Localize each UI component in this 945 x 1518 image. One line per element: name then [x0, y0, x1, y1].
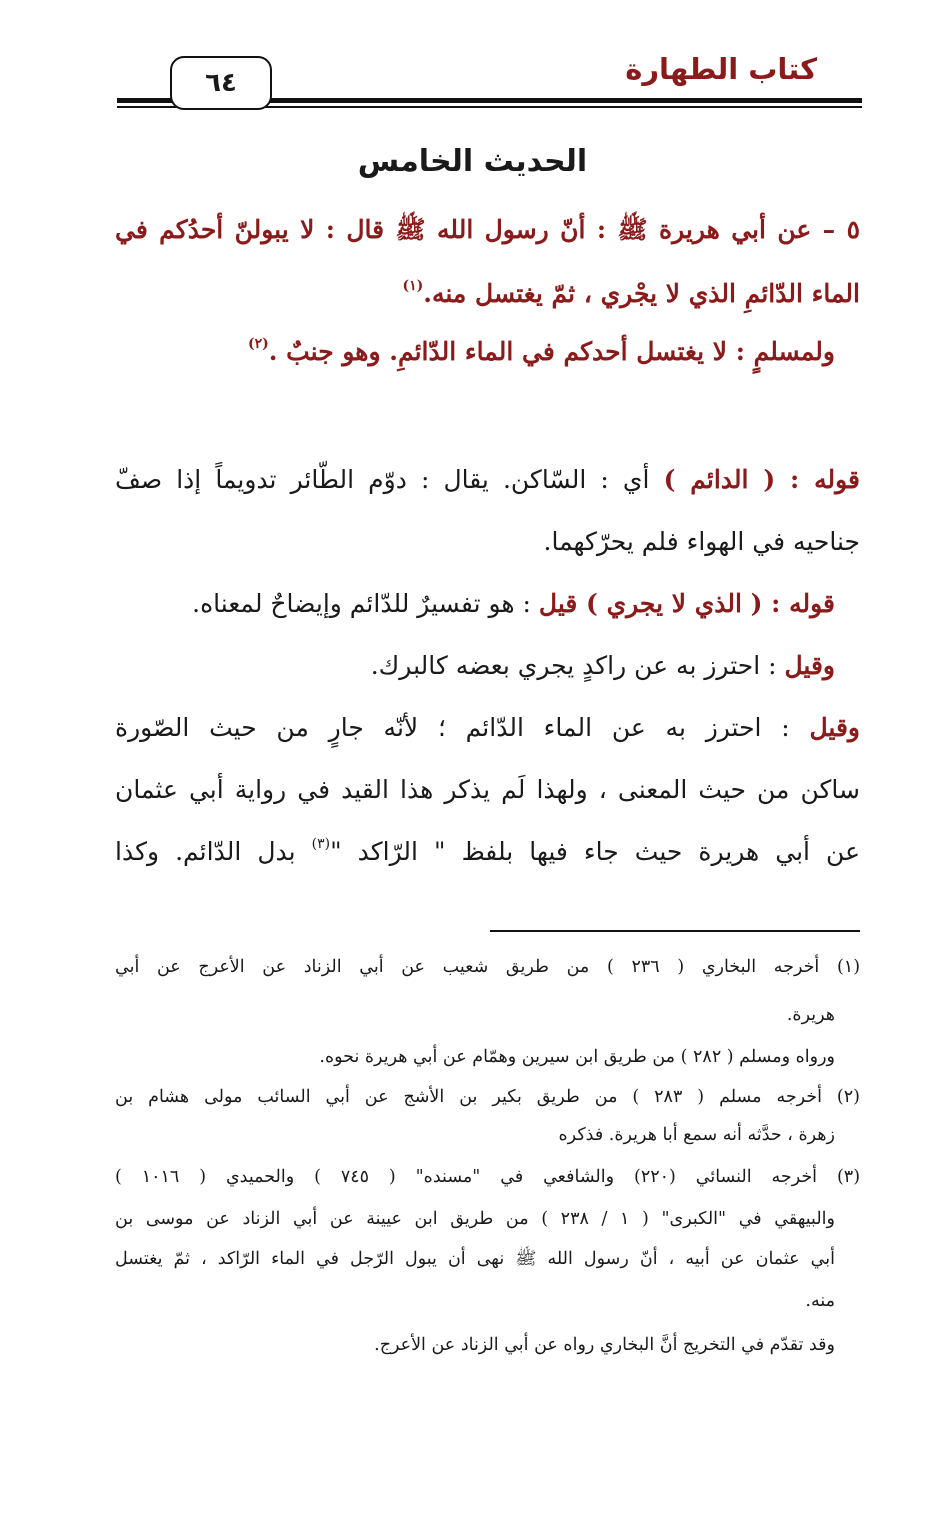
footnote-3-line-5: وقد تقدّم في التخريج أنَّ البخاري رواه عن أبي الزناد عن الأعرج. [374, 1335, 835, 1355]
hadith-line-2 [403, 274, 861, 318]
hadith-title: الحديث الخامس [357, 144, 588, 179]
footnote-3-line-4: منه. [805, 1291, 835, 1311]
footnote-3-line-3: أبي عثمان عن أبيه ، أنّ رسول الله ﷺ نهى أن يبول الرّجل في الماء الرّاكد ، ثمّ يغتسل [115, 1249, 835, 1269]
footnote-ref-1[interactable]: (١) [402, 278, 424, 294]
footnote-2-line-2: زهرة ، حدَّثه أنه سمع أبا هريرة. فذكره [558, 1125, 835, 1145]
page-number: ٦٤ [170, 56, 272, 110]
hadith-line-1: ٥ – عن أبي هريرة ﷺ : أنّ رسول الله ﷺ قال : لا يبولنّ أحدُكم في [115, 215, 860, 244]
footnote-ref-3[interactable]: (٣) [311, 836, 331, 852]
hadith-line-2-text: الماء الدّائمِ الذي لا يجْري ، ثمّ يغتسل منه. [423, 279, 860, 308]
commentary-line-7 [115, 832, 860, 876]
commentary-line-4 [371, 646, 835, 686]
commentary-line-3 [192, 584, 835, 624]
commentary-text-1: أي : السّاكن. يقال : دوّم الطّائر تدويماً إذا صفّ [115, 465, 664, 494]
commentary-lead-2: قوله : ( الذي لا يجري ) قيل [538, 589, 835, 618]
footnote-3-line-2: والبيهقي في "الكبرى" ( ١ / ٢٣٨ ) من طريق ابن عيينة عن أبي الزناد عن موسى بن [115, 1209, 835, 1229]
commentary-lead-3: وقيل [784, 651, 835, 680]
footnote-separator [490, 930, 860, 932]
footnote-1-line-2: هريرة. [786, 1005, 835, 1025]
footnote-1-line-1: (١) أخرجه البخاري ( ٢٣٦ ) من طريق شعيب عن أبي الزناد عن الأعرج عن أبي [115, 957, 861, 977]
footnote-2-line-1: (٢) أخرجه مسلم ( ٢٨٣ ) من طريق بكير بن الأشج عن أبي السائب مولى هشام بن [115, 1087, 860, 1107]
commentary-text-4: : احترز به عن الماء الدّائم ؛ لأنّه جارٍ من حيث الصّورة [115, 713, 810, 742]
hadith-line-3-text: ولمسلمٍ : لا يغتسل أحدكم في الماء الدّائمِ. وهو جنبٌ . [268, 337, 835, 366]
commentary-text-3: : احترز به عن راكدٍ يجري بعضه كالبرك. [370, 651, 785, 680]
page-header [0, 0, 945, 120]
commentary-line-5 [115, 708, 860, 748]
commentary-text-7a: عن أبي هريرة حيث جاء فيها بلفظ " الرّاكد " [330, 837, 861, 866]
hadith-line-3 [248, 332, 835, 376]
footnote-3-line-1: (٣) أخرجه النسائي (٢٢٠) والشافعي في "مسنده" ( ٧٤٥ ) والحميدي ( ١٠١٦ ) [115, 1167, 861, 1187]
footnote-1-line-3: ورواه ومسلم ( ٢٨٢ ) من طريق ابن سيرين وهمّام عن أبي هريرة نحوه. [319, 1047, 835, 1067]
commentary-line-2: جناحيه في الهواء فلم يحرّكهما. [543, 527, 860, 556]
commentary-text-7b: بدل الدّائم. وكذا [115, 837, 312, 866]
commentary-line-6: ساكن من حيث المعنى ، ولهذا لَم يذكر هذا القيد في رواية أبي عثمان [115, 775, 860, 804]
footnote-ref-2[interactable]: (٢) [247, 336, 269, 352]
commentary-line-1 [115, 460, 860, 500]
book-title: كتاب الطهارة [625, 52, 817, 86]
commentary-text-2: : هو تفسيرٌ للدّائم وإيضاحٌ لمعناه. [192, 589, 539, 618]
commentary-lead-1: قوله : ( الدائم ) [663, 465, 860, 494]
commentary-lead-4: وقيل [809, 713, 860, 742]
